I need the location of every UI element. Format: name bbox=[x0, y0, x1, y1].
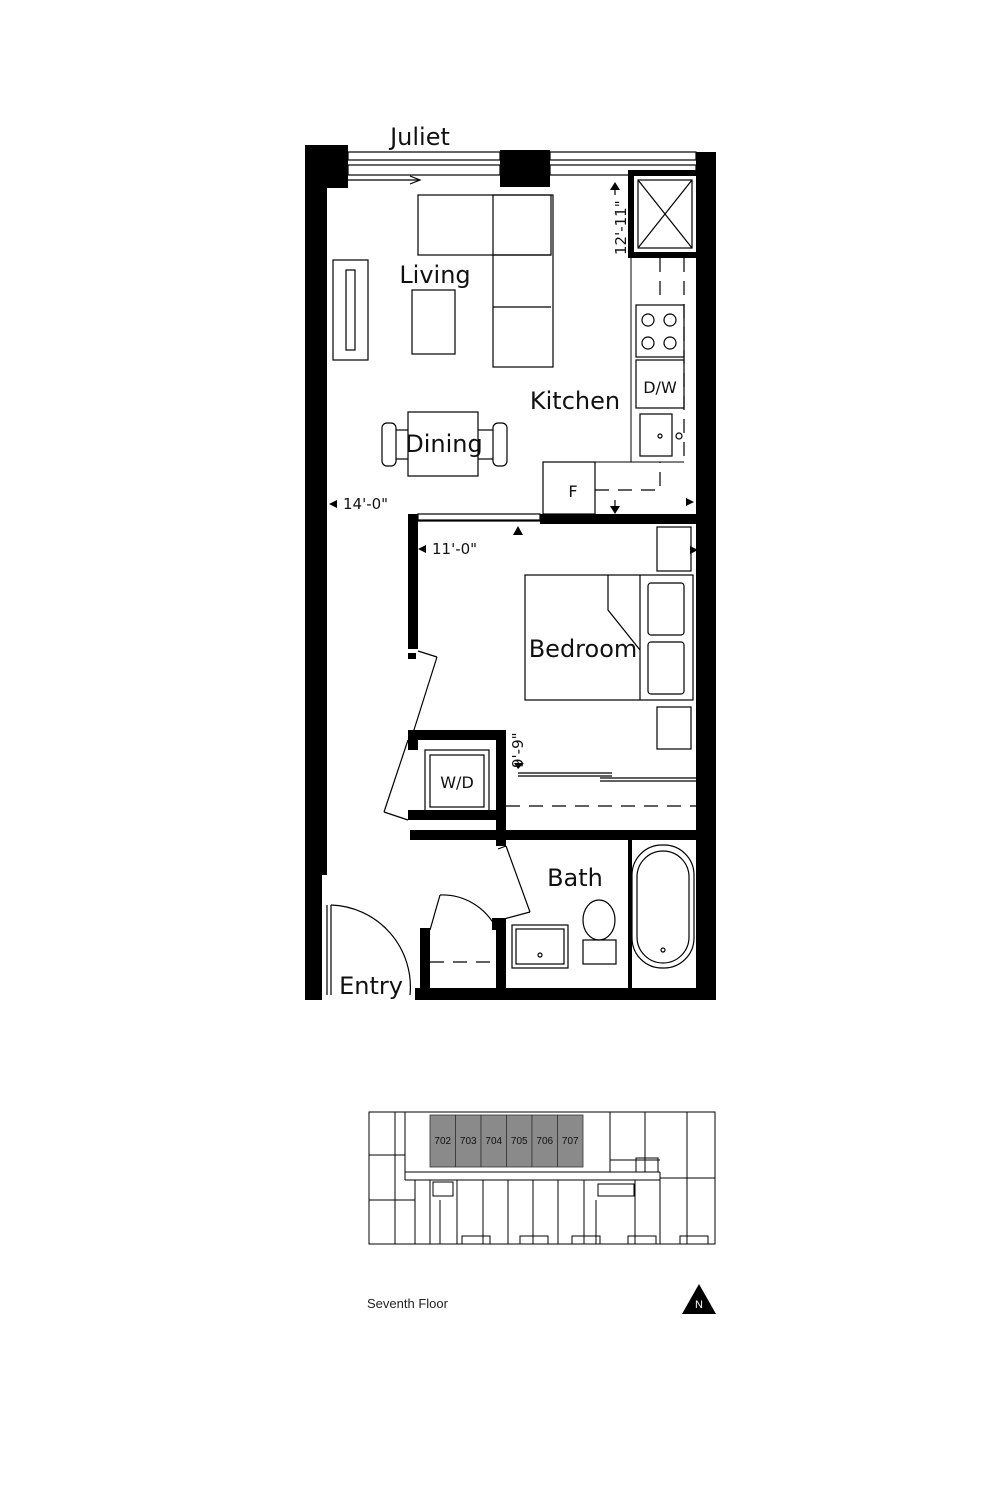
key-plan-unit-label: 703 bbox=[459, 1136, 477, 1147]
dimension-markers bbox=[329, 500, 524, 769]
key-plan-unit-label: 704 bbox=[485, 1136, 503, 1147]
north-arrow-icon bbox=[682, 1284, 716, 1314]
juliet-label: Juliet bbox=[390, 123, 450, 151]
bedroom-width-dimension: 11'-0" bbox=[432, 540, 478, 558]
bedroom-closet bbox=[506, 773, 696, 806]
washer-dryer-label: W/D bbox=[440, 773, 474, 792]
north-label: N bbox=[695, 1299, 703, 1311]
key-plan-unit-label: 702 bbox=[434, 1136, 452, 1147]
living-room-label: Living bbox=[399, 261, 471, 289]
bath-label: Bath bbox=[547, 864, 603, 892]
key-plan-unit-label: 707 bbox=[561, 1136, 579, 1147]
bath-fixtures bbox=[512, 845, 694, 968]
floor-label: Seventh Floor bbox=[367, 1296, 448, 1311]
exterior-walls bbox=[305, 145, 716, 1000]
kitchen-label: Kitchen bbox=[529, 387, 621, 415]
key-plan-unit-label: 705 bbox=[510, 1136, 528, 1147]
living-depth-dimension: 12'-11" bbox=[612, 200, 630, 255]
entry-label: Entry bbox=[339, 972, 403, 1000]
dining-room-label: Dining bbox=[405, 430, 483, 458]
dishwasher-label: D/W bbox=[643, 378, 677, 397]
living-width-dimension: 14'-0" bbox=[343, 495, 389, 513]
fridge-label: F bbox=[568, 482, 578, 501]
key-plan-unit-label: 706 bbox=[536, 1136, 554, 1147]
key-plan-units bbox=[430, 1115, 583, 1167]
bedroom-depth-dimension: 9'-9" bbox=[509, 732, 527, 768]
bedroom-slider bbox=[418, 514, 540, 535]
bedroom-label: Bedroom bbox=[528, 635, 638, 663]
interior-walls bbox=[408, 514, 700, 993]
